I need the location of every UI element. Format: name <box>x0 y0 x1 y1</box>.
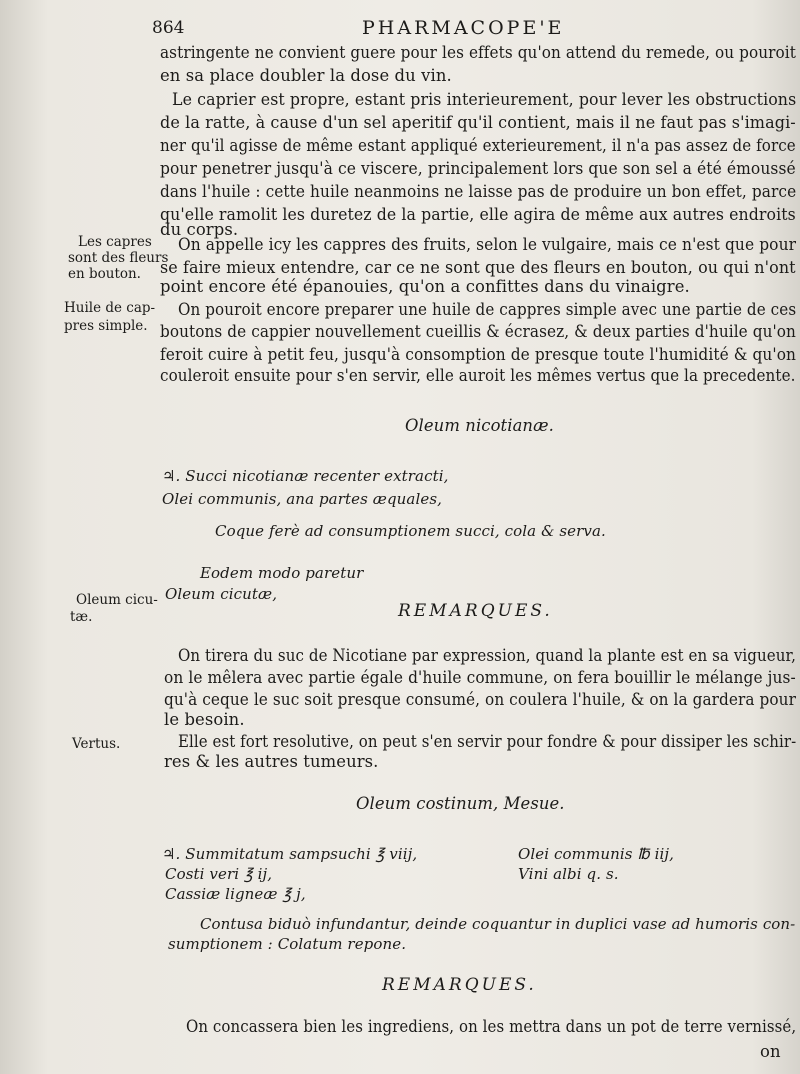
section-heading: REMARQUES. <box>398 601 553 621</box>
running-title: PHARMACOPE'E <box>362 17 565 39</box>
margin-note: en bouton. <box>68 266 141 282</box>
text-line: res & les autres tumeurs. <box>164 752 379 771</box>
text-line: de la ratte, à cause d'un sel aperitif qu'il contient, mais il ne faut pas s'imagi- <box>160 113 796 132</box>
text-line: On appelle icy les cappres des fruits, selon le vulgaire, mais ce n'est que pour <box>178 235 797 254</box>
margin-note: tæ. <box>70 609 93 625</box>
recipe-line: Olei communis ℔ iij, <box>518 845 675 863</box>
recipe-directive: sumptionem : Colatum repone. <box>168 935 407 953</box>
text-line: On pouroit encore preparer une huile de cappres simple avec une partie de ces <box>178 300 797 319</box>
recipe-title: Oleum costinum, Mesue. <box>356 794 565 813</box>
text-line: qu'à ceque le suc soit presque consumé, on coulera l'huile, & on la gardera pour <box>164 690 796 709</box>
recipe-directive: Coque ferè ad consumptionem succi, cola & serva. <box>215 522 606 540</box>
recipe-line: Costi veri ℥ ij, <box>165 865 273 883</box>
margin-note: sont des fleurs <box>68 250 169 266</box>
margin-note: Les capres <box>78 234 152 250</box>
recipe-line: Eodem modo paretur <box>200 564 364 582</box>
text-line: pour penetrer jusqu'à ce viscere, principalement lors que son sel a été émoussé <box>160 159 796 178</box>
recipe-line: ♃. Summitatum sampsuchi ℥ viij, <box>162 845 418 863</box>
margin-note: Oleum cicu- <box>76 592 158 608</box>
text-line: le besoin. <box>164 710 245 729</box>
text-line: astringente ne convient guere pour les effets qu'on attend du remede, ou pouroit <box>160 43 796 62</box>
recipe-line: Olei communis, ana partes æquales, <box>162 490 443 508</box>
recipe-line: Oleum cicutæ, <box>165 585 278 603</box>
text-line: on le mêlera avec partie égale d'huile commune, on fera bouillir le mélange jus- <box>164 668 796 687</box>
margin-note: Huile de cap- <box>64 300 156 316</box>
recipe-directive: Contusa biduò infundantur, deinde coquantur in duplici vase ad humoris con- <box>200 915 796 933</box>
text-line: On concassera bien les ingrediens, on les mettra dans un pot de terre vernissé, <box>186 1017 797 1036</box>
catchword: on <box>760 1042 781 1061</box>
text-line: point encore été épanouies, qu'on a confittes dans du vinaigre. <box>160 277 690 296</box>
margin-note: pres simple. <box>64 318 148 334</box>
recipe-line: Vini albi q. s. <box>518 865 619 883</box>
text-line: Le caprier est propre, estant pris interieurement, pour lever les obstructions <box>172 90 797 109</box>
text-line: couleroit ensuite pour s'en servir, elle auroit les mêmes vertus que la precedente. <box>160 366 796 385</box>
page-number: 864 <box>152 18 185 38</box>
text-line: ner qu'il agisse de même estant appliqué exterieurement, il n'a pas assez de force <box>160 136 796 155</box>
text-line: se faire mieux entendre, car ce ne sont que des fleurs en bouton, ou qui n'ont <box>160 258 796 277</box>
text-line: dans l'huile : cette huile neanmoins ne laisse pas de produire un bon effet, parce <box>160 182 797 201</box>
section-heading: REMARQUES. <box>382 975 537 995</box>
recipe-line: Cassiæ ligneæ ℥ j, <box>165 885 306 903</box>
text-line: feroit cuire à petit feu, jusqu'à consomption de presque toute l'humidité & qu'on <box>160 345 797 364</box>
margin-note: Vertus. <box>72 736 121 752</box>
text-line: boutons de cappier nouvellement cueillis & écrasez, & deux parties d'huile qu'on <box>160 322 796 341</box>
recipe-line: ♃. Succi nicotianæ recenter extracti, <box>162 467 449 485</box>
text-line: On tirera du suc de Nicotiane par expression, quand la plante est en sa vigueur, <box>178 646 797 665</box>
text-line: qu'elle ramolit les duretez de la partie, elle agira de même aux autres endroits <box>160 205 796 224</box>
text-line: Elle est fort resolutive, on peut s'en servir pour fondre & pour dissiper les schir- <box>178 732 797 751</box>
text-line: en sa place doubler la dose du vin. <box>160 66 452 85</box>
recipe-title: Oleum nicotianæ. <box>405 416 554 435</box>
text-line: du corps. <box>160 220 239 239</box>
